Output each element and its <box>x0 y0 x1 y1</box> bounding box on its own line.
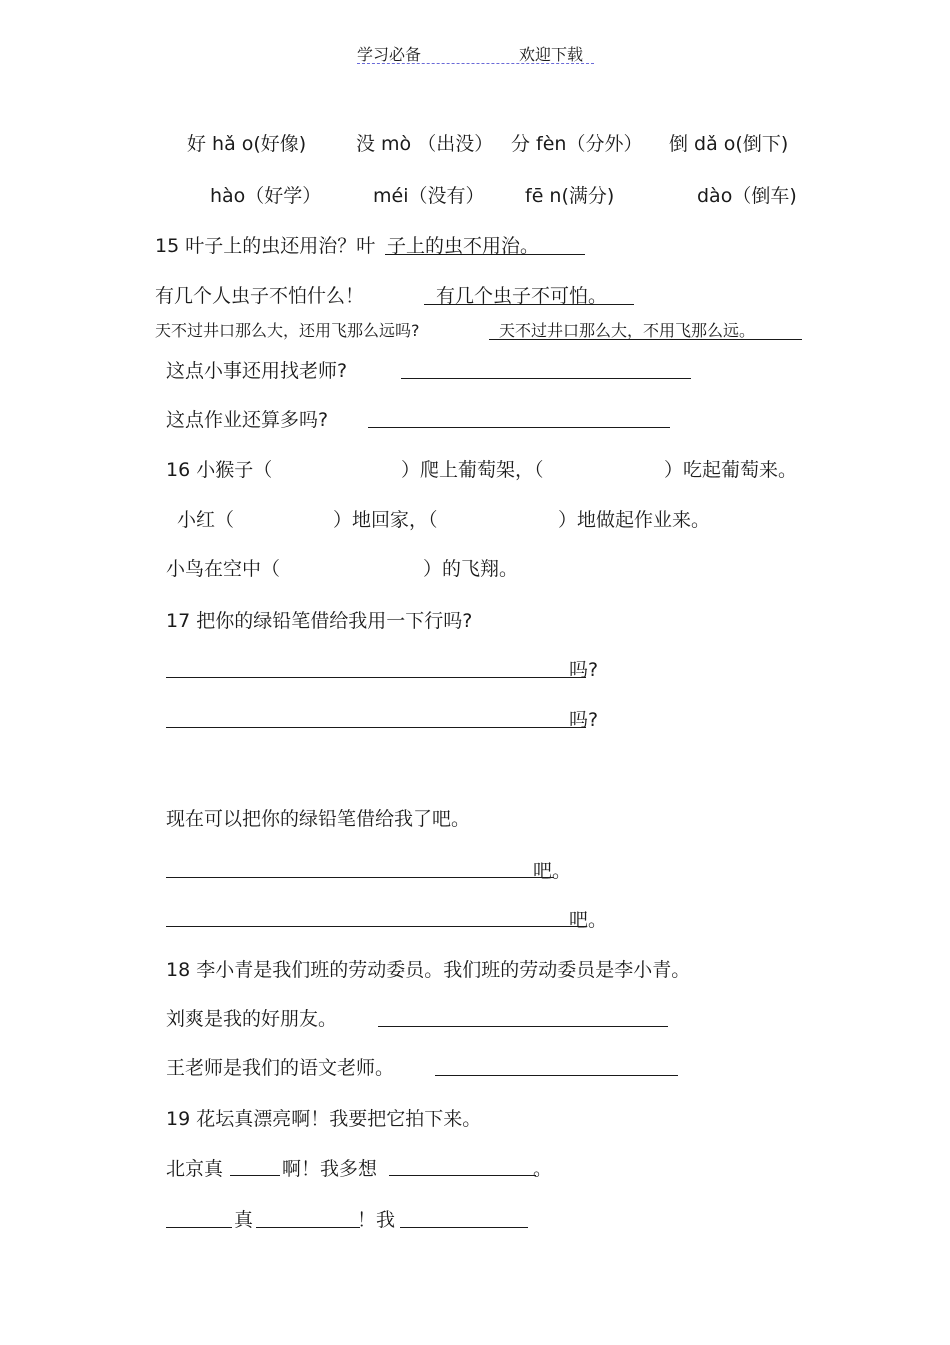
q18-line2-blank[interactable] <box>378 1026 668 1027</box>
q15-line2-answer: 有几个虫子不可怕。 <box>436 285 608 307</box>
pinyin-mo4: 没 mò （出没） <box>356 133 494 155</box>
pinyin-dao4: dào（倒车) <box>697 185 797 207</box>
pinyin-fen1: fē n(满分) <box>525 185 615 207</box>
q15-line5-prompt: 这点作业还算多吗? <box>166 409 329 431</box>
q19-line3-b: ！我 <box>357 1209 396 1231</box>
q16-line2-a: 小红（ <box>177 509 235 531</box>
q15-line4-blank[interactable] <box>401 378 691 379</box>
q17-prompt: 17 把你的绿铅笔借给我用一下行吗? <box>166 610 473 632</box>
pinyin-hao3: 好 hǎ o(好像) <box>187 133 307 155</box>
q17-blank-1[interactable] <box>166 677 586 678</box>
q16-line1-c: ）吃起葡萄来。 <box>664 459 798 481</box>
q19-line2-a: 北京真 <box>166 1158 224 1180</box>
q15-line3-underline <box>489 339 802 340</box>
q18-line2: 刘爽是我的好朋友。 <box>166 1008 338 1030</box>
q15-line1-prompt: 15 叶子上的虫还用治？叶 <box>155 235 376 257</box>
q17-blank-4[interactable] <box>166 926 586 927</box>
q16-line1-b: ）爬上葡萄架，（ <box>401 459 544 481</box>
q17-blank-2[interactable] <box>166 727 586 728</box>
q18-line3: 王老师是我们的语文老师。 <box>166 1057 395 1079</box>
q17-blank-4-end: 吧。 <box>569 909 608 931</box>
q15-line5-blank[interactable] <box>368 427 670 428</box>
pinyin-mei2: méi（没有） <box>373 185 485 207</box>
q19-line3-a: 真 <box>234 1209 254 1231</box>
q18-example: 18 李小青是我们班的劳动委员。我们班的劳动委员是李小青。 <box>166 959 691 981</box>
q19-line2-blank-2[interactable] <box>389 1175 536 1176</box>
q16-line2-c: ）地做起作业来。 <box>558 509 711 531</box>
q18-line3-blank[interactable] <box>435 1075 678 1076</box>
pinyin-fen4: 分 fèn（分外） <box>511 133 643 155</box>
q15-line3-prompt: 天不过井口那么大，还用飞那么远吗? <box>155 321 420 340</box>
q16-line1-a: 16 小猴子（ <box>166 459 273 481</box>
q19-line3-blank-1[interactable] <box>166 1227 232 1228</box>
q17-blank-3[interactable] <box>166 877 554 878</box>
pinyin-dao3: 倒 dǎ o(倒下) <box>669 133 789 155</box>
q16-line3-a: 小鸟在空中（ <box>166 558 281 580</box>
header-right: 欢迎下载 <box>519 45 584 64</box>
q15-line2-underline <box>424 304 634 305</box>
q15-line4-prompt: 这点小事还用找老师? <box>166 360 348 382</box>
q19-line3-blank-3[interactable] <box>400 1227 528 1228</box>
q17-blank-3-end: 吧。 <box>533 860 572 882</box>
header-divider <box>357 63 594 64</box>
pinyin-hao4: hào（好学） <box>210 185 322 207</box>
q15-line3-answer: 天不过井口那么大，不用飞那么远。 <box>499 321 756 340</box>
q19-line2-c: 。 <box>533 1158 553 1180</box>
q16-line3-b: ）的飞翔。 <box>423 558 519 580</box>
q19-example: 19 花坛真漂亮啊！我要把它拍下来。 <box>166 1108 482 1130</box>
q15-line1-answer: 子上的虫不用治。 <box>387 235 540 257</box>
q15-line1-underline <box>385 254 585 255</box>
q19-line3-blank-2[interactable] <box>256 1227 360 1228</box>
header-left: 学习必备 <box>357 45 422 64</box>
q17-prompt-2: 现在可以把你的绿铅笔借给我了吧。 <box>166 808 471 830</box>
q19-line2-blank-1[interactable] <box>230 1175 280 1176</box>
q19-line2-b: 啊！我多想 <box>282 1158 378 1180</box>
q17-blank-2-end: 吗? <box>569 709 599 731</box>
q17-blank-1-end: 吗? <box>569 659 599 681</box>
q16-line2-b: ）地回家，（ <box>333 509 438 531</box>
q15-line2-prompt: 有几个人虫子不怕什么！ <box>155 285 365 307</box>
